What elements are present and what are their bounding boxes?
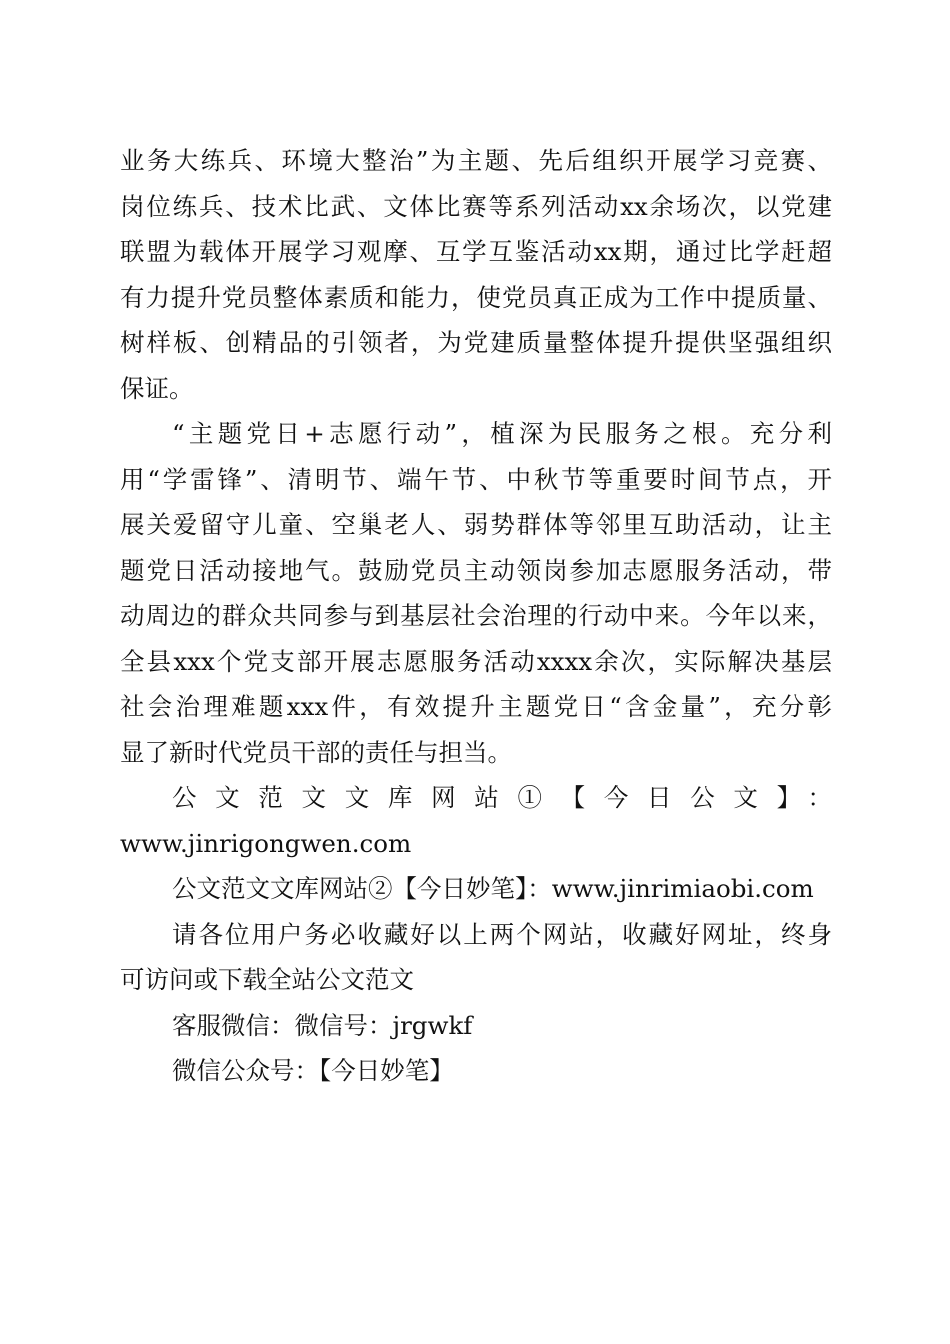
text-line: 动周边的群众共同参与到基层社会治理的行动中来。今年以来，: [120, 601, 832, 630]
wechat-service: 客服微信：微信号：jrgwkf: [172, 1010, 473, 1040]
text-line: 联盟为载体开展学习观摩、互学互鉴活动xx期，通过比学赶超: [120, 237, 832, 266]
text-line: 树样板、创精品的引领者，为党建质量整体提升提供坚强组织: [120, 328, 832, 357]
text-line: 全县xxx个党支部开展志愿服务活动xxxx余次，实际解决基层: [120, 646, 832, 676]
text-line: 展关爱留守儿童、空巢老人、弱势群体等邻里互助活动，让主: [120, 510, 832, 539]
paragraph-volunteer-action: [120, 411, 832, 775]
paragraph-team-building: [120, 138, 832, 411]
document-page: [120, 138, 832, 1094]
text-line: 有力提升党员整体素质和能力，使党员真正成为工作中提质量、: [120, 282, 832, 312]
text-line: “主题党日+志愿行动”，植深为民服务之根。充分利: [172, 419, 832, 448]
text-line: 社会治理难题xxx件，有效提升主题党日“含金量”，充分彰: [120, 692, 832, 721]
text-line: 题党日活动接地气。鼓励党员主动领岗参加志愿服务活动，带: [120, 555, 832, 585]
wechat-public-account: 微信公众号：【今日妙笔】: [172, 1056, 454, 1085]
site1-label: 公文范文文库网站①【今日公文】：: [172, 783, 832, 812]
text-line: 保证。: [120, 373, 194, 403]
text-line: 业务大练兵、环境大整治”为主题、先后组织开展学习竞赛、: [120, 146, 832, 175]
text-line: 岗位练兵、技术比武、文体比赛等系列活动xx余场次，以党建: [120, 191, 832, 221]
site1-url[interactable]: www.jinrigongwen.com: [120, 828, 412, 858]
text-line: 显了新时代党员干部的责任与担当。: [120, 737, 512, 767]
text-line: 用“学雷锋”、清明节、端午节、中秋节等重要时间节点，开: [120, 464, 832, 494]
footer-promo: [120, 775, 832, 1094]
notice-text: 可访问或下载全站公文范文: [120, 965, 414, 994]
site2-link[interactable]: 公文范文文库网站②【今日妙笔】：www.jinrimiaobi.com: [172, 874, 814, 903]
notice-text: 请各位用户务必收藏好以上两个网站，收藏好网址，终身: [172, 919, 832, 949]
